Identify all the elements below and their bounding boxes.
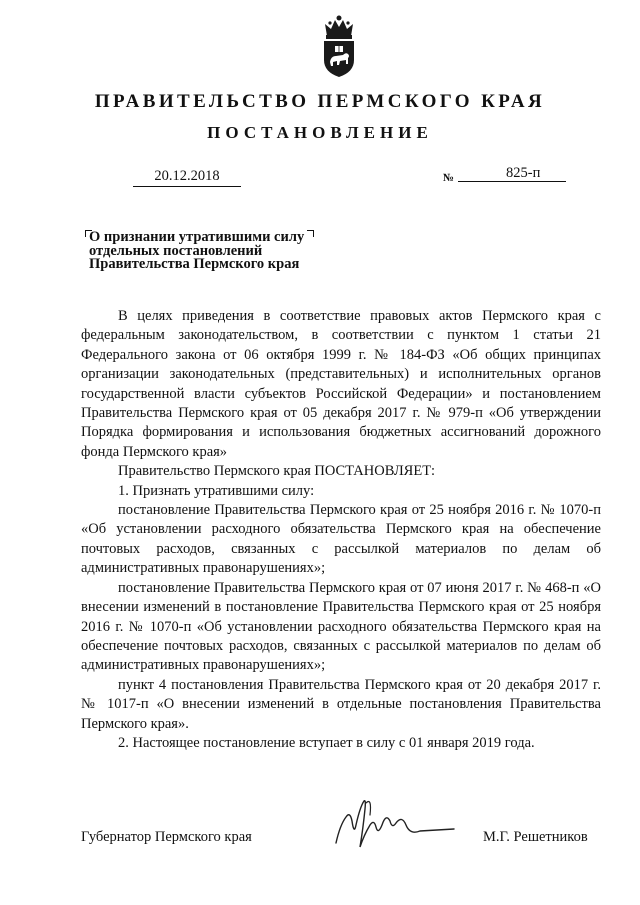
document-number: 825-п [506,165,541,181]
body-paragraph: постановление Правительства Пермского края от 25 ноября 2016 г. № 1070-п «Об установлении расходного обязательства Пермского края на обеспечение почтовых расходов, связанных с рассылкой материалов по делам об административных правонарушениях»; [81,502,601,577]
document-type: ПОСТАНОВЛЕНИЕ [207,123,433,142]
body-paragraph: Правительство Пермского края ПОСТАНОВЛЯЕТ: [118,463,436,480]
title-line: О признании утратившими силу [89,229,305,245]
signatory-position: Губернатор Пермского края [81,829,252,845]
number-sign: № [443,172,455,184]
body-paragraph: 2. Настоящее постановление вступает в силу с 01 января 2019 года. [118,734,535,751]
signatory-name: М.Г. Решетников [483,829,588,845]
body-paragraph: пункт 4 постановления Правительства Пермского края от 20 декабря 2017 г. № 1017-п «О внесении изменений в отдельные постановления Правительства Пермского края». [81,676,601,732]
document-body [81,307,601,753]
body-paragraph: постановление Правительства Пермского края от 07 июня 2017 г. № 468-п «О внесении изменений в постановление Правительства Пермского края от 25 ноября 2016 г. № 1070-п «Об установлении расходного обязательства Пермского края на обеспечение почтовых расходов, связанных с рассылкой материалов по делам об административных правонарушениях»; [81,579,601,674]
government-title: ПРАВИТЕЛЬСТВО ПЕРМСКОГО КРАЯ [94,91,546,112]
document-date: 20.12.2018 [133,168,241,187]
title-line: отдельных постановлений [89,242,263,259]
handwritten-signature [330,795,460,855]
perm-krai-coat-of-arms-icon [319,14,359,78]
body-paragraph: В целях приведения в соответствие правовых актов Пермского края с федеральным законодательством, в соответствии с пунктом 1 статьи 21 Федерального закона от 06 октября 1999 г. № 184-ФЗ «Об общих принципах организации законодательных (представительных) и исполнительных органов государственной власти субъектов Российской Федерации» и постановлением Правительства Пермского края от 05 декабря 2017 г. № 979-п «Об утверждении Порядка формирования и использования бюджетных ассигнований дорожного фонда Пермского края» [81,308,601,460]
body-paragraph: 1. Признать утратившими силу: [118,482,315,499]
document-title [89,231,349,272]
title-line: Правительства Пермского края [89,256,300,273]
